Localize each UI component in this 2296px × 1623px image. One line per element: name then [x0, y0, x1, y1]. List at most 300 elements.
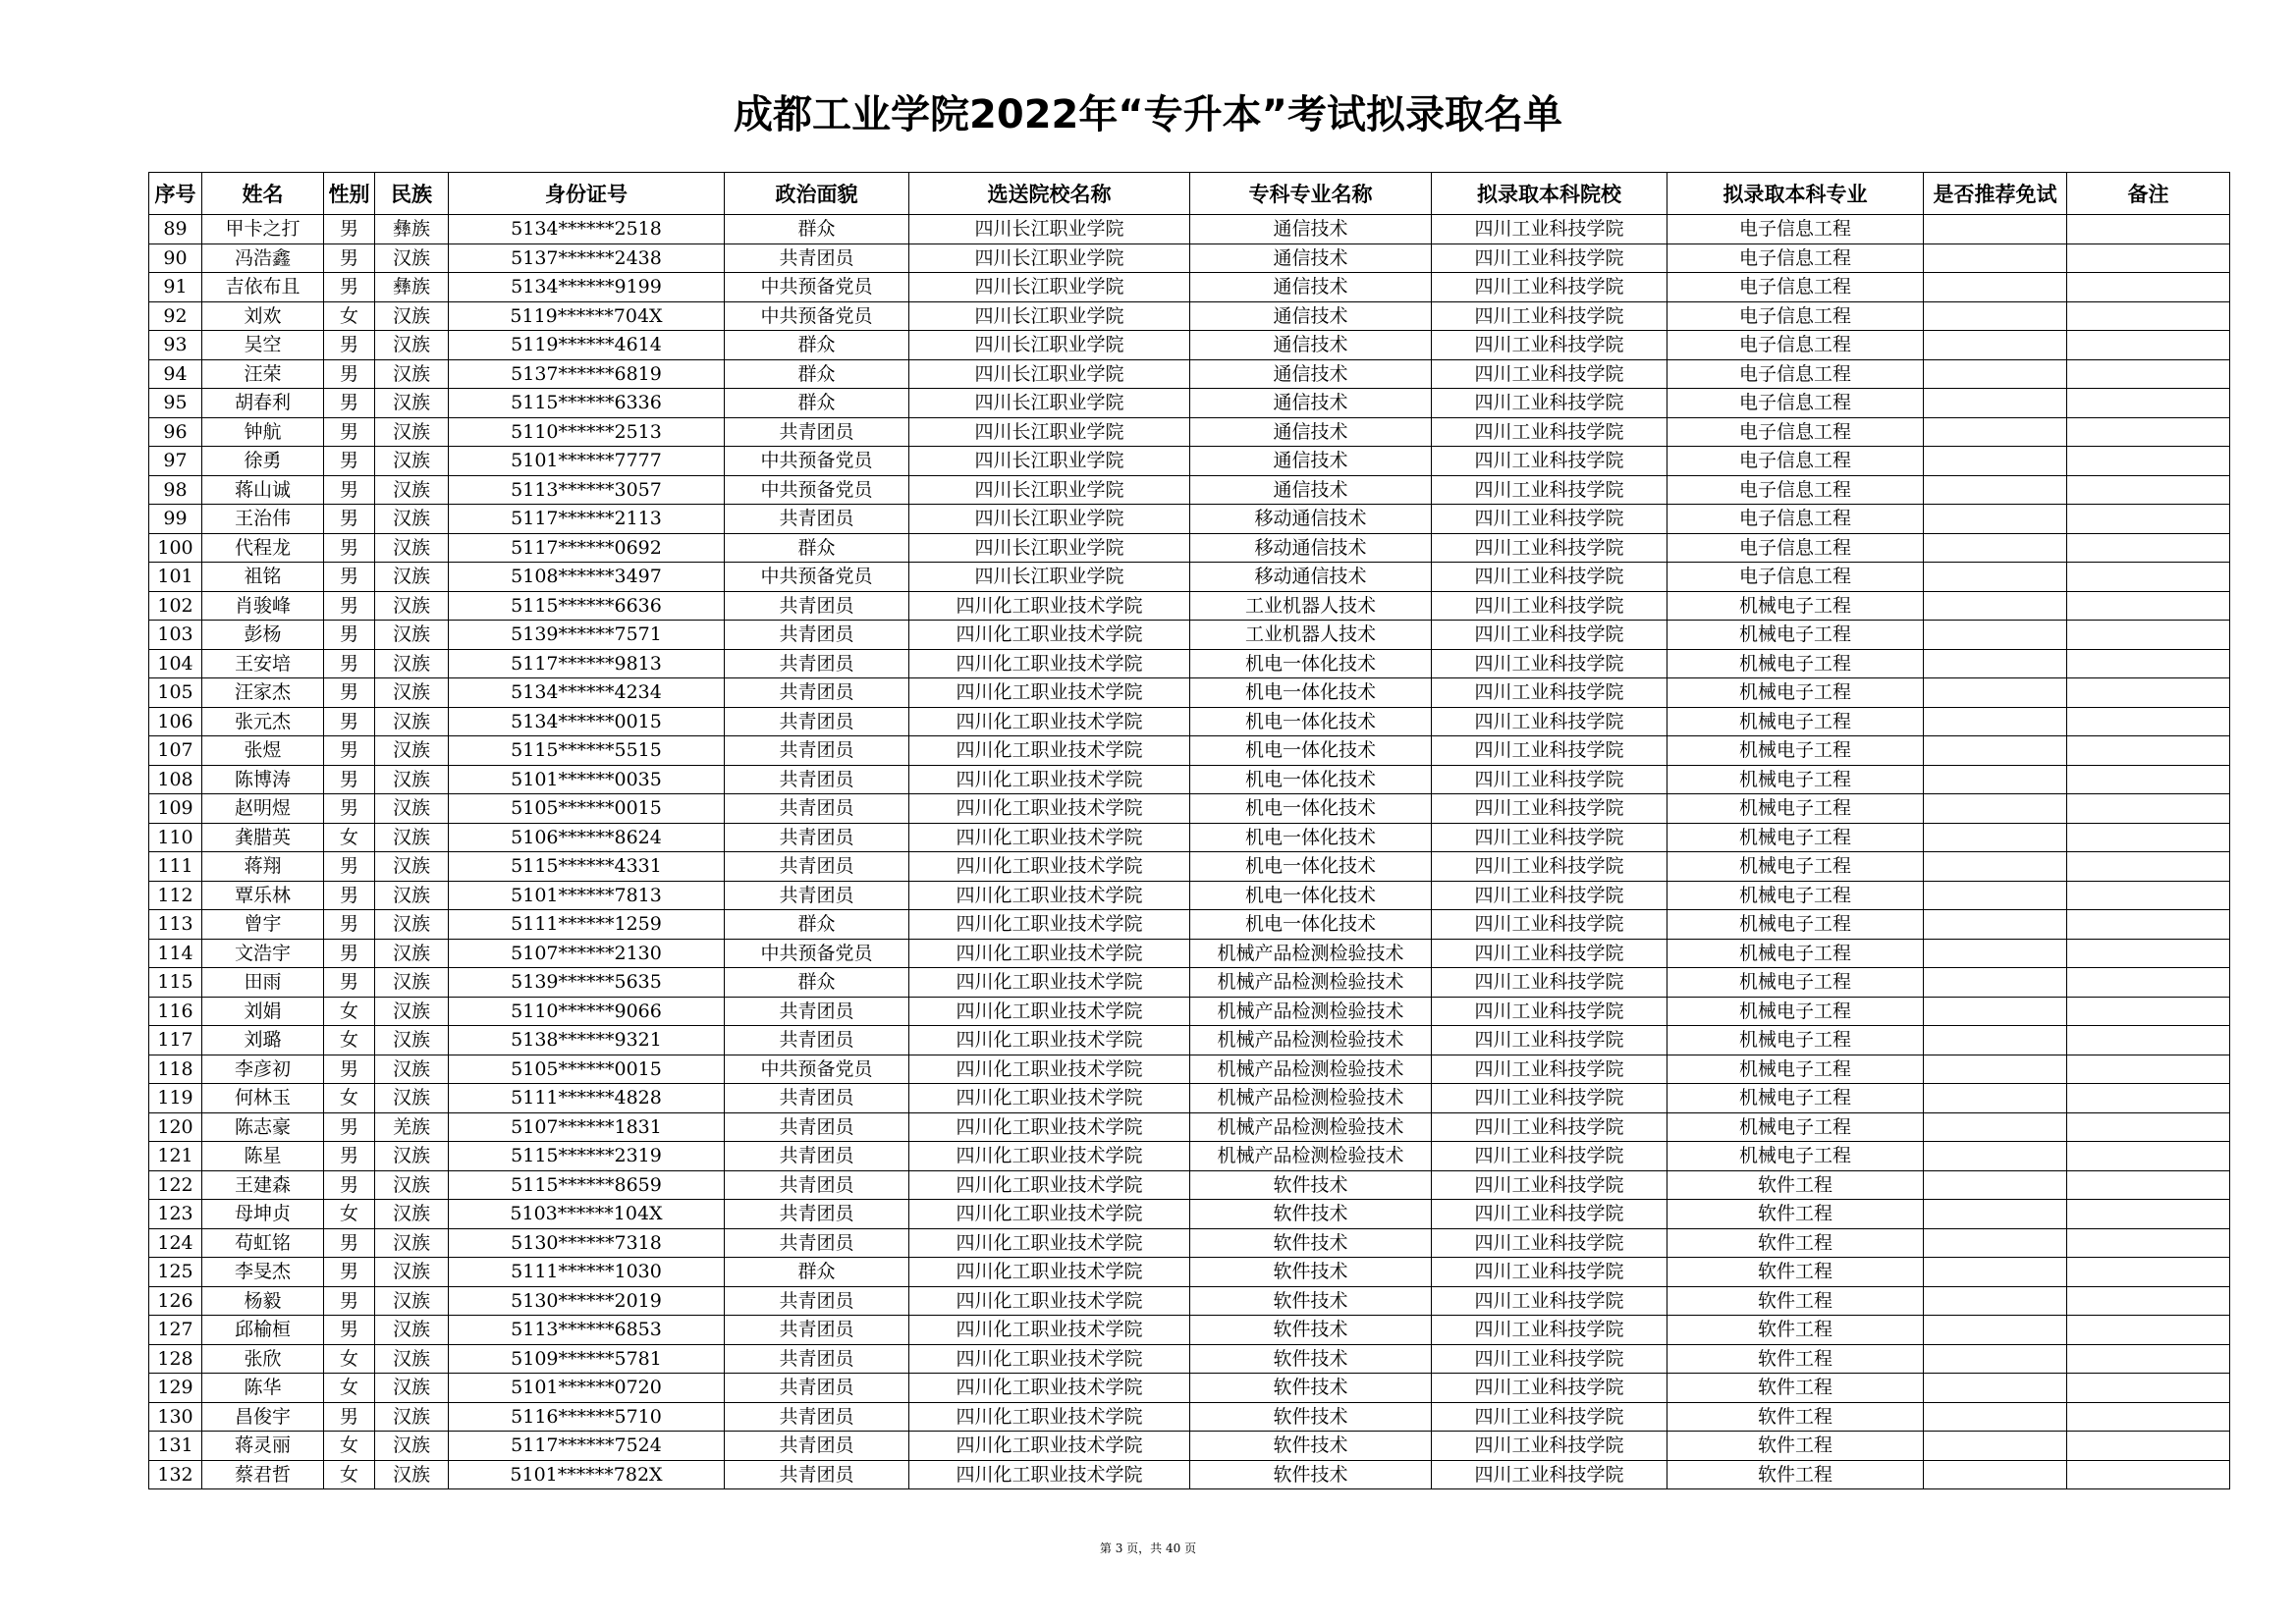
cell-name: 肖骏峰 — [202, 591, 324, 621]
cell-admitted-major: 电子信息工程 — [1667, 359, 1924, 389]
cell-seq: 129 — [149, 1374, 202, 1403]
column-header: 身份证号 — [449, 173, 725, 215]
column-header: 备注 — [2067, 173, 2230, 215]
cell-admitting-university: 四川工业科技学院 — [1432, 678, 1667, 708]
cell-admitting-university: 四川工业科技学院 — [1432, 649, 1667, 678]
cell-id-number: 5130******7318 — [449, 1228, 725, 1258]
cell-political-status: 共青团员 — [725, 1374, 909, 1403]
cell-admitted-major: 软件工程 — [1667, 1170, 1924, 1200]
cell-exam-exempt — [1924, 649, 2067, 678]
cell-exam-exempt — [1924, 505, 2067, 534]
cell-seq: 121 — [149, 1142, 202, 1171]
cell-exam-exempt — [1924, 1344, 2067, 1374]
cell-admitting-university: 四川工业科技学院 — [1432, 881, 1667, 910]
cell-gender: 女 — [324, 1200, 375, 1229]
admission-table — [148, 172, 2230, 1489]
cell-seq: 120 — [149, 1112, 202, 1142]
cell-diploma-major: 机械产品检测检验技术 — [1190, 1112, 1432, 1142]
cell-source-college: 四川化工职业技术学院 — [909, 707, 1190, 736]
column-header: 民族 — [375, 173, 449, 215]
cell-gender: 男 — [324, 1055, 375, 1084]
cell-ethnicity: 汉族 — [375, 621, 449, 650]
cell-admitted-major: 机械电子工程 — [1667, 968, 1924, 998]
cell-exam-exempt — [1924, 794, 2067, 824]
cell-remark — [2067, 1432, 2230, 1461]
cell-ethnicity: 汉族 — [375, 301, 449, 331]
cell-name: 邱榆桓 — [202, 1316, 324, 1345]
cell-gender: 男 — [324, 968, 375, 998]
cell-ethnicity: 汉族 — [375, 447, 449, 476]
cell-remark — [2067, 1460, 2230, 1489]
cell-gender: 男 — [324, 1112, 375, 1142]
cell-admitting-university: 四川工业科技学院 — [1432, 621, 1667, 650]
cell-admitted-major: 电子信息工程 — [1667, 273, 1924, 302]
column-header: 是否推荐免试 — [1924, 173, 2067, 215]
cell-source-college: 四川化工职业技术学院 — [909, 1344, 1190, 1374]
cell-seq: 94 — [149, 359, 202, 389]
cell-exam-exempt — [1924, 1026, 2067, 1055]
cell-exam-exempt — [1924, 1112, 2067, 1142]
cell-name: 徐勇 — [202, 447, 324, 476]
cell-ethnicity: 汉族 — [375, 1402, 449, 1432]
cell-name: 吉依布且 — [202, 273, 324, 302]
cell-political-status: 群众 — [725, 331, 909, 360]
cell-source-college: 四川长江职业学院 — [909, 417, 1190, 447]
cell-diploma-major: 机械产品检测检验技术 — [1190, 1055, 1432, 1084]
table-row — [149, 1460, 2230, 1489]
cell-name: 蒋山诚 — [202, 475, 324, 505]
cell-ethnicity: 汉族 — [375, 359, 449, 389]
cell-source-college: 四川化工职业技术学院 — [909, 1258, 1190, 1287]
cell-source-college: 四川长江职业学院 — [909, 331, 1190, 360]
cell-seq: 92 — [149, 301, 202, 331]
cell-diploma-major: 软件技术 — [1190, 1460, 1432, 1489]
cell-ethnicity: 汉族 — [375, 1200, 449, 1229]
cell-id-number: 5134******9199 — [449, 273, 725, 302]
cell-diploma-major: 通信技术 — [1190, 475, 1432, 505]
cell-seq: 125 — [149, 1258, 202, 1287]
cell-admitted-major: 电子信息工程 — [1667, 389, 1924, 418]
table-row — [149, 881, 2230, 910]
cell-id-number: 5101******0035 — [449, 765, 725, 794]
cell-gender: 女 — [324, 1344, 375, 1374]
cell-admitted-major: 机械电子工程 — [1667, 649, 1924, 678]
cell-political-status: 共青团员 — [725, 505, 909, 534]
cell-id-number: 5117******9813 — [449, 649, 725, 678]
cell-name: 赵明煜 — [202, 794, 324, 824]
cell-political-status: 共青团员 — [725, 997, 909, 1026]
cell-remark — [2067, 1228, 2230, 1258]
cell-gender: 女 — [324, 1084, 375, 1113]
cell-admitted-major: 电子信息工程 — [1667, 475, 1924, 505]
cell-source-college: 四川化工职业技术学院 — [909, 591, 1190, 621]
cell-id-number: 5108******3497 — [449, 563, 725, 592]
cell-source-college: 四川长江职业学院 — [909, 301, 1190, 331]
cell-source-college: 四川化工职业技术学院 — [909, 1286, 1190, 1316]
cell-exam-exempt — [1924, 736, 2067, 766]
cell-admitted-major: 机械电子工程 — [1667, 1055, 1924, 1084]
cell-source-college: 四川化工职业技术学院 — [909, 1084, 1190, 1113]
table-row — [149, 1142, 2230, 1171]
cell-political-status: 中共预备党员 — [725, 273, 909, 302]
cell-exam-exempt — [1924, 1055, 2067, 1084]
cell-source-college: 四川化工职业技术学院 — [909, 1142, 1190, 1171]
cell-admitted-major: 软件工程 — [1667, 1374, 1924, 1403]
cell-admitting-university: 四川工业科技学院 — [1432, 1228, 1667, 1258]
cell-seq: 100 — [149, 533, 202, 563]
cell-exam-exempt — [1924, 1374, 2067, 1403]
cell-ethnicity: 汉族 — [375, 389, 449, 418]
cell-ethnicity: 彝族 — [375, 215, 449, 244]
cell-ethnicity: 汉族 — [375, 505, 449, 534]
cell-gender: 女 — [324, 1432, 375, 1461]
cell-source-college: 四川化工职业技术学院 — [909, 736, 1190, 766]
cell-exam-exempt — [1924, 997, 2067, 1026]
cell-remark — [2067, 649, 2230, 678]
cell-remark — [2067, 621, 2230, 650]
cell-admitting-university: 四川工业科技学院 — [1432, 1084, 1667, 1113]
column-header: 拟录取本科专业 — [1667, 173, 1924, 215]
cell-gender: 男 — [324, 649, 375, 678]
cell-seq: 106 — [149, 707, 202, 736]
cell-source-college: 四川化工职业技术学院 — [909, 910, 1190, 940]
cell-id-number: 5115******5515 — [449, 736, 725, 766]
cell-source-college: 四川化工职业技术学院 — [909, 1200, 1190, 1229]
cell-political-status: 群众 — [725, 215, 909, 244]
cell-diploma-major: 软件技术 — [1190, 1374, 1432, 1403]
cell-id-number: 5119******704X — [449, 301, 725, 331]
cell-id-number: 5113******3057 — [449, 475, 725, 505]
cell-exam-exempt — [1924, 939, 2067, 968]
cell-political-status: 共青团员 — [725, 1316, 909, 1345]
cell-diploma-major: 机械产品检测检验技术 — [1190, 968, 1432, 998]
cell-political-status: 共青团员 — [725, 678, 909, 708]
cell-remark — [2067, 910, 2230, 940]
cell-seq: 89 — [149, 215, 202, 244]
table-row — [149, 1286, 2230, 1316]
cell-ethnicity: 汉族 — [375, 852, 449, 882]
cell-name: 苟虹铭 — [202, 1228, 324, 1258]
cell-admitting-university: 四川工业科技学院 — [1432, 447, 1667, 476]
cell-political-status: 共青团员 — [725, 1200, 909, 1229]
column-header: 序号 — [149, 173, 202, 215]
cell-source-college: 四川化工职业技术学院 — [909, 881, 1190, 910]
cell-exam-exempt — [1924, 243, 2067, 273]
cell-admitted-major: 机械电子工程 — [1667, 707, 1924, 736]
cell-diploma-major: 工业机器人技术 — [1190, 591, 1432, 621]
cell-admitting-university: 四川工业科技学院 — [1432, 910, 1667, 940]
cell-gender: 男 — [324, 359, 375, 389]
cell-seq: 128 — [149, 1344, 202, 1374]
table-row — [149, 621, 2230, 650]
cell-admitting-university: 四川工业科技学院 — [1432, 1200, 1667, 1229]
cell-ethnicity: 汉族 — [375, 649, 449, 678]
table-row — [149, 1374, 2230, 1403]
cell-admitting-university: 四川工业科技学院 — [1432, 1432, 1667, 1461]
cell-id-number: 5111******1030 — [449, 1258, 725, 1287]
cell-exam-exempt — [1924, 1084, 2067, 1113]
cell-gender: 男 — [324, 533, 375, 563]
cell-gender: 男 — [324, 1142, 375, 1171]
cell-name: 龚腊英 — [202, 823, 324, 852]
cell-gender: 男 — [324, 475, 375, 505]
cell-diploma-major: 机电一体化技术 — [1190, 765, 1432, 794]
cell-admitting-university: 四川工业科技学院 — [1432, 533, 1667, 563]
cell-seq: 132 — [149, 1460, 202, 1489]
cell-admitting-university: 四川工业科技学院 — [1432, 215, 1667, 244]
cell-ethnicity: 汉族 — [375, 475, 449, 505]
cell-diploma-major: 通信技术 — [1190, 331, 1432, 360]
cell-remark — [2067, 1344, 2230, 1374]
cell-exam-exempt — [1924, 1142, 2067, 1171]
cell-admitting-university: 四川工业科技学院 — [1432, 736, 1667, 766]
cell-admitted-major: 软件工程 — [1667, 1258, 1924, 1287]
cell-diploma-major: 机电一体化技术 — [1190, 823, 1432, 852]
cell-gender: 男 — [324, 1170, 375, 1200]
cell-admitting-university: 四川工业科技学院 — [1432, 707, 1667, 736]
cell-remark — [2067, 215, 2230, 244]
cell-admitted-major: 机械电子工程 — [1667, 1084, 1924, 1113]
cell-seq: 114 — [149, 939, 202, 968]
cell-id-number: 5115******4331 — [449, 852, 725, 882]
cell-diploma-major: 机电一体化技术 — [1190, 707, 1432, 736]
cell-admitted-major: 软件工程 — [1667, 1402, 1924, 1432]
table-row — [149, 736, 2230, 766]
cell-admitted-major: 机械电子工程 — [1667, 1142, 1924, 1171]
cell-remark — [2067, 533, 2230, 563]
table-row — [149, 243, 2230, 273]
cell-diploma-major: 软件技术 — [1190, 1258, 1432, 1287]
cell-source-college: 四川化工职业技术学院 — [909, 1316, 1190, 1345]
cell-id-number: 5106******8624 — [449, 823, 725, 852]
cell-political-status: 共青团员 — [725, 621, 909, 650]
cell-exam-exempt — [1924, 1460, 2067, 1489]
cell-id-number: 5111******4828 — [449, 1084, 725, 1113]
cell-gender: 男 — [324, 765, 375, 794]
table-row — [149, 1402, 2230, 1432]
cell-id-number: 5134******0015 — [449, 707, 725, 736]
cell-remark — [2067, 678, 2230, 708]
cell-id-number: 5117******7524 — [449, 1432, 725, 1461]
cell-diploma-major: 通信技术 — [1190, 417, 1432, 447]
cell-diploma-major: 软件技术 — [1190, 1170, 1432, 1200]
cell-political-status: 共青团员 — [725, 794, 909, 824]
table-row — [149, 417, 2230, 447]
cell-diploma-major: 机械产品检测检验技术 — [1190, 1026, 1432, 1055]
cell-admitted-major: 机械电子工程 — [1667, 678, 1924, 708]
cell-ethnicity: 汉族 — [375, 1316, 449, 1345]
cell-seq: 115 — [149, 968, 202, 998]
cell-admitting-university: 四川工业科技学院 — [1432, 563, 1667, 592]
cell-political-status: 中共预备党员 — [725, 563, 909, 592]
cell-remark — [2067, 1200, 2230, 1229]
cell-political-status: 共青团员 — [725, 823, 909, 852]
cell-exam-exempt — [1924, 301, 2067, 331]
cell-admitting-university: 四川工业科技学院 — [1432, 1142, 1667, 1171]
cell-admitting-university: 四川工业科技学院 — [1432, 1402, 1667, 1432]
cell-remark — [2067, 273, 2230, 302]
cell-gender: 男 — [324, 939, 375, 968]
cell-ethnicity: 汉族 — [375, 1432, 449, 1461]
cell-ethnicity: 汉族 — [375, 678, 449, 708]
cell-source-college: 四川长江职业学院 — [909, 533, 1190, 563]
cell-diploma-major: 移动通信技术 — [1190, 533, 1432, 563]
cell-diploma-major: 移动通信技术 — [1190, 563, 1432, 592]
cell-name: 陈志豪 — [202, 1112, 324, 1142]
cell-political-status: 共青团员 — [725, 1170, 909, 1200]
cell-source-college: 四川化工职业技术学院 — [909, 1374, 1190, 1403]
cell-political-status: 共青团员 — [725, 1432, 909, 1461]
cell-admitted-major: 机械电子工程 — [1667, 997, 1924, 1026]
cell-political-status: 共青团员 — [725, 1460, 909, 1489]
cell-name: 代程龙 — [202, 533, 324, 563]
cell-source-college: 四川化工职业技术学院 — [909, 1228, 1190, 1258]
cell-id-number: 5134******4234 — [449, 678, 725, 708]
cell-ethnicity: 汉族 — [375, 1170, 449, 1200]
cell-source-college: 四川化工职业技术学院 — [909, 997, 1190, 1026]
cell-remark — [2067, 794, 2230, 824]
table-row — [149, 1026, 2230, 1055]
cell-ethnicity: 汉族 — [375, 939, 449, 968]
cell-gender: 男 — [324, 447, 375, 476]
cell-source-college: 四川长江职业学院 — [909, 359, 1190, 389]
cell-name: 陈博涛 — [202, 765, 324, 794]
cell-political-status: 群众 — [725, 389, 909, 418]
cell-seq: 131 — [149, 1432, 202, 1461]
cell-id-number: 5111******1259 — [449, 910, 725, 940]
cell-exam-exempt — [1924, 621, 2067, 650]
cell-exam-exempt — [1924, 968, 2067, 998]
table-row — [149, 765, 2230, 794]
cell-gender: 男 — [324, 707, 375, 736]
cell-admitting-university: 四川工业科技学院 — [1432, 1374, 1667, 1403]
cell-name: 昌俊宇 — [202, 1402, 324, 1432]
cell-political-status: 共青团员 — [725, 591, 909, 621]
cell-admitting-university: 四川工业科技学院 — [1432, 823, 1667, 852]
cell-name: 何林玉 — [202, 1084, 324, 1113]
cell-name: 刘娟 — [202, 997, 324, 1026]
cell-admitting-university: 四川工业科技学院 — [1432, 794, 1667, 824]
cell-seq: 107 — [149, 736, 202, 766]
cell-gender: 女 — [324, 1460, 375, 1489]
cell-remark — [2067, 591, 2230, 621]
cell-id-number: 5113******6853 — [449, 1316, 725, 1345]
cell-remark — [2067, 359, 2230, 389]
cell-admitted-major: 电子信息工程 — [1667, 417, 1924, 447]
cell-remark — [2067, 1112, 2230, 1142]
table-row — [149, 1258, 2230, 1287]
cell-political-status: 共青团员 — [725, 1286, 909, 1316]
cell-gender: 女 — [324, 301, 375, 331]
cell-ethnicity: 汉族 — [375, 533, 449, 563]
cell-source-college: 四川长江职业学院 — [909, 505, 1190, 534]
table-row — [149, 997, 2230, 1026]
cell-political-status: 群众 — [725, 359, 909, 389]
cell-gender: 女 — [324, 997, 375, 1026]
cell-admitted-major: 机械电子工程 — [1667, 794, 1924, 824]
cell-id-number: 5139******7571 — [449, 621, 725, 650]
cell-name: 母坤贞 — [202, 1200, 324, 1229]
cell-diploma-major: 机电一体化技术 — [1190, 910, 1432, 940]
cell-admitted-major: 电子信息工程 — [1667, 563, 1924, 592]
cell-source-college: 四川化工职业技术学院 — [909, 852, 1190, 882]
cell-diploma-major: 软件技术 — [1190, 1402, 1432, 1432]
cell-admitted-major: 机械电子工程 — [1667, 939, 1924, 968]
cell-id-number: 5101******7813 — [449, 881, 725, 910]
cell-id-number: 5138******9321 — [449, 1026, 725, 1055]
cell-admitting-university: 四川工业科技学院 — [1432, 1112, 1667, 1142]
cell-name: 张元杰 — [202, 707, 324, 736]
cell-name: 钟航 — [202, 417, 324, 447]
cell-political-status: 群众 — [725, 533, 909, 563]
cell-ethnicity: 汉族 — [375, 736, 449, 766]
cell-exam-exempt — [1924, 1286, 2067, 1316]
cell-remark — [2067, 301, 2230, 331]
cell-diploma-major: 移动通信技术 — [1190, 505, 1432, 534]
cell-exam-exempt — [1924, 823, 2067, 852]
cell-admitted-major: 机械电子工程 — [1667, 910, 1924, 940]
cell-remark — [2067, 1026, 2230, 1055]
page-footer: 第 3 页，共 40 页 — [1099, 1542, 1197, 1555]
table-row — [149, 939, 2230, 968]
cell-political-status: 共青团员 — [725, 736, 909, 766]
cell-seq: 108 — [149, 765, 202, 794]
cell-exam-exempt — [1924, 215, 2067, 244]
table-row — [149, 707, 2230, 736]
cell-ethnicity: 汉族 — [375, 331, 449, 360]
cell-admitting-university: 四川工业科技学院 — [1432, 997, 1667, 1026]
cell-remark — [2067, 563, 2230, 592]
cell-seq: 96 — [149, 417, 202, 447]
cell-ethnicity: 汉族 — [375, 1258, 449, 1287]
cell-seq: 122 — [149, 1170, 202, 1200]
cell-admitted-major: 软件工程 — [1667, 1200, 1924, 1229]
cell-exam-exempt — [1924, 1432, 2067, 1461]
cell-diploma-major: 通信技术 — [1190, 389, 1432, 418]
column-header: 拟录取本科院校 — [1432, 173, 1667, 215]
cell-political-status: 共青团员 — [725, 881, 909, 910]
cell-name: 胡春利 — [202, 389, 324, 418]
cell-political-status: 中共预备党员 — [725, 301, 909, 331]
cell-id-number: 5139******5635 — [449, 968, 725, 998]
cell-remark — [2067, 1258, 2230, 1287]
cell-admitting-university: 四川工业科技学院 — [1432, 1460, 1667, 1489]
cell-remark — [2067, 736, 2230, 766]
cell-political-status: 共青团员 — [725, 1084, 909, 1113]
cell-admitted-major: 软件工程 — [1667, 1432, 1924, 1461]
cell-political-status: 共青团员 — [725, 417, 909, 447]
cell-diploma-major: 机电一体化技术 — [1190, 794, 1432, 824]
table-row — [149, 910, 2230, 940]
cell-id-number: 5117******2113 — [449, 505, 725, 534]
cell-admitting-university: 四川工业科技学院 — [1432, 1055, 1667, 1084]
cell-admitted-major: 机械电子工程 — [1667, 1112, 1924, 1142]
cell-remark — [2067, 1142, 2230, 1171]
cell-exam-exempt — [1924, 881, 2067, 910]
cell-ethnicity: 汉族 — [375, 1286, 449, 1316]
cell-admitted-major: 软件工程 — [1667, 1316, 1924, 1345]
cell-gender: 男 — [324, 852, 375, 882]
cell-seq: 104 — [149, 649, 202, 678]
table-row — [149, 475, 2230, 505]
cell-ethnicity: 汉族 — [375, 243, 449, 273]
cell-seq: 124 — [149, 1228, 202, 1258]
cell-name: 蔡君哲 — [202, 1460, 324, 1489]
cell-source-college: 四川化工职业技术学院 — [909, 1432, 1190, 1461]
cell-remark — [2067, 1286, 2230, 1316]
cell-diploma-major: 软件技术 — [1190, 1316, 1432, 1345]
table-row — [149, 331, 2230, 360]
